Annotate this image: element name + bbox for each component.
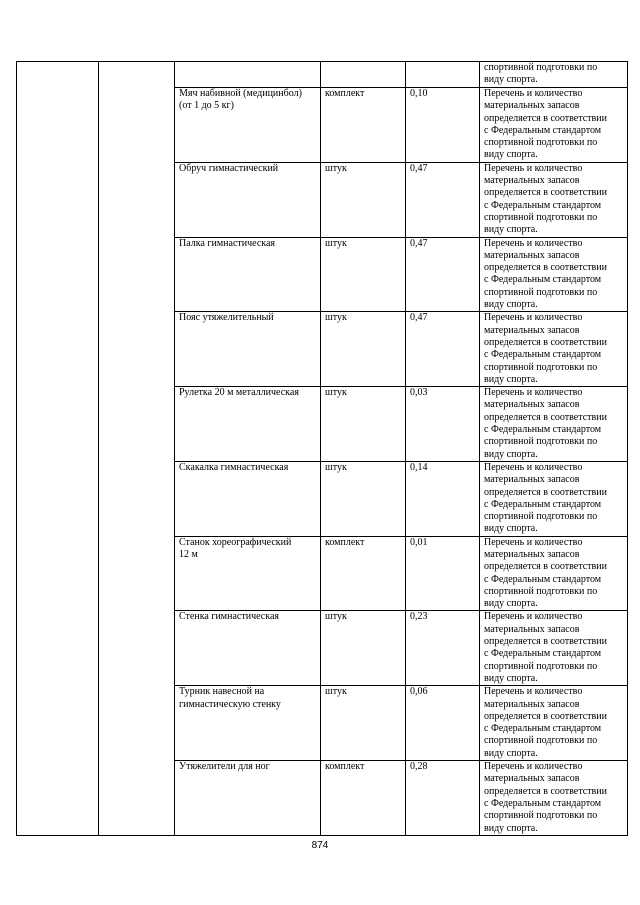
note-line: спортивной подготовки по	[484, 137, 598, 149]
quantity-cell: 0,06	[406, 686, 480, 761]
note-line: с Федеральным стандартом	[484, 498, 602, 510]
note-cell	[480, 162, 628, 237]
note-line: материальных запасов	[484, 623, 580, 635]
note-line: определяется в соответствии	[484, 486, 607, 498]
continuation-row	[17, 62, 628, 88]
name-cell	[175, 162, 321, 237]
note-line: определяется в соответствии	[484, 561, 607, 573]
note-cell	[480, 461, 628, 536]
name-cell	[175, 237, 321, 312]
quantity-cell: 0,47	[406, 237, 480, 312]
note-line: Перечень и количество	[484, 387, 583, 399]
unit-cell	[321, 62, 406, 88]
item-name-line: гимнастическую стенку	[179, 698, 281, 710]
note-line: спортивной подготовки по	[484, 511, 598, 523]
quantity-cell: 0,14	[406, 461, 480, 536]
quantity-cell: 0,03	[406, 387, 480, 462]
quantity-cell: 0,47	[406, 312, 480, 387]
item-name-line: Обруч гимнастический	[179, 162, 279, 174]
note-line: Перечень и количество	[484, 162, 583, 174]
note-line: спортивной подготовки по	[484, 211, 598, 223]
unit-cell: штук	[321, 686, 406, 761]
note-line: Перечень и количество	[484, 88, 583, 99]
unit-cell: штук	[321, 162, 406, 237]
note-cell	[480, 88, 628, 163]
note-cell	[480, 312, 628, 387]
note-line: материальных запасов	[484, 249, 580, 261]
note-cell	[480, 62, 628, 88]
note-line: виду спорта.	[484, 299, 538, 311]
quantity-cell: 0,28	[406, 761, 480, 836]
note-line: спортивной подготовки по	[484, 810, 598, 822]
item-name-line: Скакалка гимнастическая	[179, 461, 289, 473]
note-line: с Федеральным стандартом	[484, 349, 602, 361]
note-line: Перечень и количество	[484, 312, 583, 324]
note-line: с Федеральным стандартом	[484, 199, 602, 211]
quantity-cell: 0,10	[406, 88, 480, 163]
note-line: Перечень и количество	[484, 761, 583, 773]
item-name-line: Пояс утяжелительный	[179, 312, 274, 324]
name-cell	[175, 761, 321, 836]
note-line: Перечень и количество	[484, 611, 583, 623]
note-line: спортивной подготовки по	[484, 361, 598, 373]
note-cell	[480, 611, 628, 686]
note-line: спортивной подготовки по	[484, 436, 598, 448]
unit-cell: комплект	[321, 761, 406, 836]
item-name-line: 12 м	[179, 548, 198, 560]
note-line: виду спорта.	[484, 74, 538, 86]
note-line: материальных запасов	[484, 399, 580, 411]
note-line: определяется в соответствии	[484, 187, 607, 199]
note-line: виду спорта.	[484, 373, 538, 385]
note-cell	[480, 536, 628, 611]
note-line: определяется в соответствии	[484, 785, 607, 797]
note-line: с Федеральным стандартом	[484, 124, 602, 136]
item-name-line: Палка гимнастическая	[179, 237, 276, 249]
note-line: с Федеральным стандартом	[484, 797, 602, 809]
note-line: с Федеральным стандартом	[484, 274, 602, 286]
note-line: спортивной подготовки по	[484, 735, 598, 747]
note-line: материальных запасов	[484, 773, 580, 785]
item-name-line: Утяжелители для ног	[179, 761, 270, 773]
note-line: определяется в соответствии	[484, 636, 607, 648]
item-name-line: Мяч набивной (медицинбол)	[179, 88, 302, 99]
item-name-line: Рулетка 20 м металлическая	[179, 387, 299, 399]
note-cell	[480, 387, 628, 462]
note-line: определяется в соответствии	[484, 710, 607, 722]
note-line: Перечень и количество	[484, 237, 583, 249]
note-line: спортивной подготовки по	[484, 62, 598, 73]
unit-cell: штук	[321, 387, 406, 462]
name-cell	[175, 62, 321, 88]
note-line: спортивной подготовки по	[484, 585, 598, 597]
note-line: материальных запасов	[484, 175, 580, 187]
note-line: виду спорта.	[484, 523, 538, 535]
name-cell	[175, 312, 321, 387]
unit-cell: штук	[321, 237, 406, 312]
item-name-line: Станок хореографический	[179, 536, 292, 548]
note-line: спортивной подготовки по	[484, 286, 598, 298]
unit-cell: штук	[321, 611, 406, 686]
unit-cell: штук	[321, 312, 406, 387]
name-cell	[175, 686, 321, 761]
item-name-line: Турник навесной на	[179, 686, 265, 698]
note-line: материальных запасов	[484, 324, 580, 336]
note-line: виду спорта.	[484, 747, 538, 759]
merged-column-2-cell	[99, 62, 175, 836]
unit-cell: комплект	[321, 536, 406, 611]
note-line: виду спорта.	[484, 448, 538, 460]
quantity-cell: 0,23	[406, 611, 480, 686]
note-line: Перечень и количество	[484, 686, 583, 698]
note-line: Перечень и количество	[484, 536, 583, 548]
note-line: с Федеральным стандартом	[484, 723, 602, 735]
name-cell	[175, 88, 321, 163]
note-line: определяется в соответствии	[484, 262, 607, 274]
merged-column-1-cell	[17, 62, 99, 836]
quantity-cell: 0,47	[406, 162, 480, 237]
note-line: виду спорта.	[484, 224, 538, 236]
note-cell	[480, 761, 628, 836]
quantity-cell: 0,01	[406, 536, 480, 611]
note-line: Перечень и количество	[484, 461, 583, 473]
note-line: виду спорта.	[484, 149, 538, 161]
note-line: с Федеральным стандартом	[484, 424, 602, 436]
name-cell	[175, 461, 321, 536]
note-line: материальных запасов	[484, 100, 580, 112]
name-cell	[175, 536, 321, 611]
note-line: виду спорта.	[484, 672, 538, 684]
note-cell	[480, 686, 628, 761]
note-line: материальных запасов	[484, 548, 580, 560]
note-line: спортивной подготовки по	[484, 660, 598, 672]
note-cell	[480, 237, 628, 312]
note-line: определяется в соответствии	[484, 112, 607, 124]
unit-cell: штук	[321, 461, 406, 536]
item-name-line: (от 1 до 5 кг)	[179, 100, 234, 112]
note-line: материальных запасов	[484, 474, 580, 486]
name-cell	[175, 611, 321, 686]
note-line: определяется в соответствии	[484, 336, 607, 348]
note-line: материальных запасов	[484, 698, 580, 710]
note-line: с Федеральным стандартом	[484, 573, 602, 585]
item-name-line: Стенка гимнастическая	[179, 611, 279, 623]
equipment-table	[16, 61, 628, 836]
name-cell	[175, 387, 321, 462]
quantity-cell	[406, 62, 480, 88]
unit-cell: комплект	[321, 88, 406, 163]
note-line: определяется в соответствии	[484, 411, 607, 423]
page-number: 874	[311, 840, 329, 851]
note-line: виду спорта.	[484, 822, 538, 834]
note-line: виду спорта.	[484, 598, 538, 610]
note-line: с Федеральным стандартом	[484, 648, 602, 660]
